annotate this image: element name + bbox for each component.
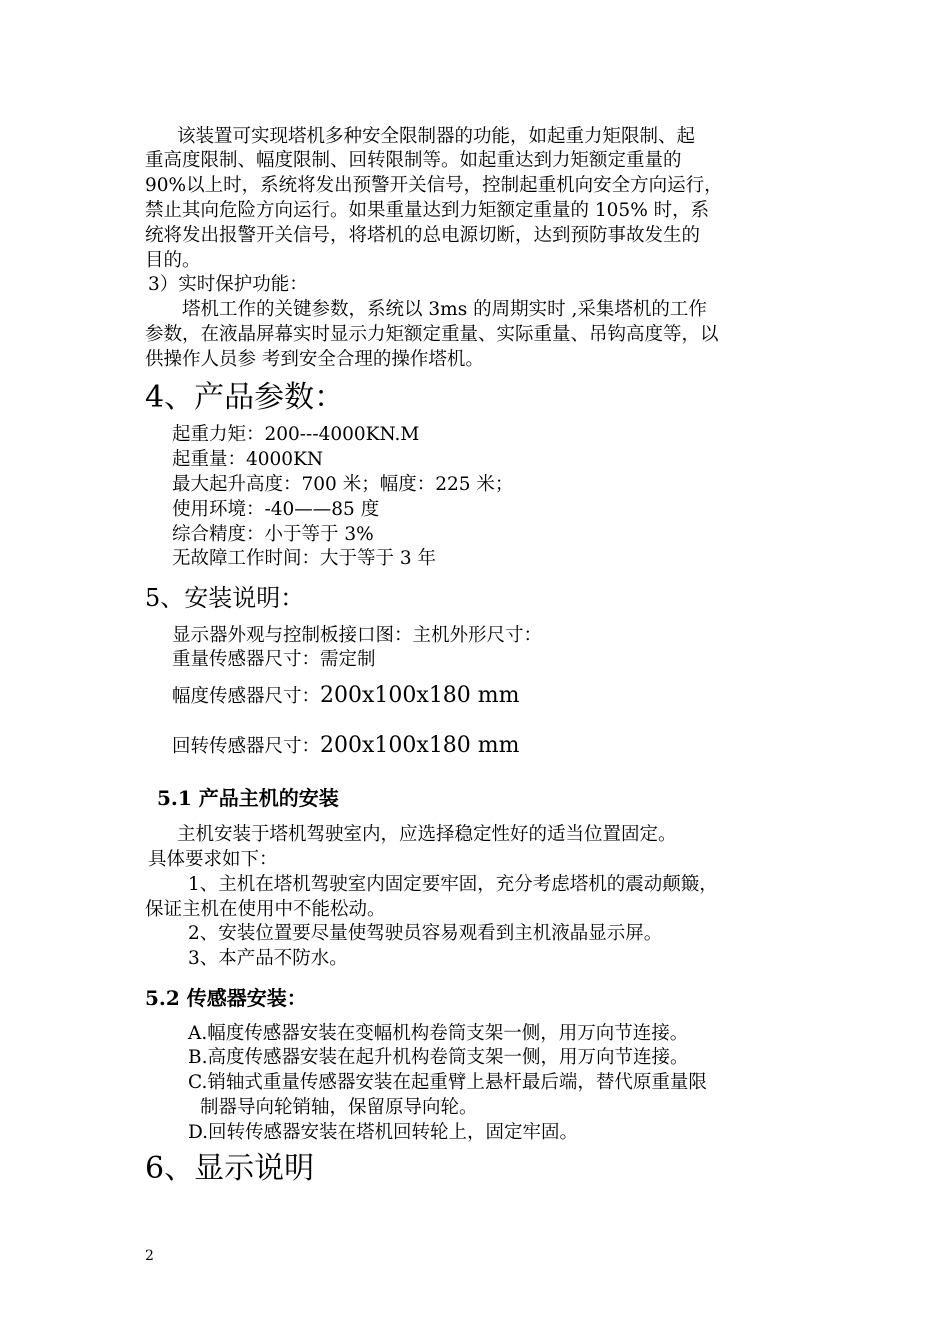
section-4-heading: 4、产品参数： <box>145 380 345 415</box>
param-lifting-weight: 起重量：4000KN <box>172 449 324 470</box>
section-6-heading: 6、显示说明 <box>145 1151 315 1186</box>
para51-line-4: 保证主机在使用中不能松动。 <box>145 899 386 920</box>
section-5-2-heading: 5.2 传感器安装： <box>145 986 307 1010</box>
section-5-heading: 5、安装说明： <box>145 584 305 612</box>
para51-line-5: 2、安装位置要尽量使驾驶员容易观看到主机液晶显示屏。 <box>188 923 663 944</box>
param-accuracy: 综合精度：小于等于 3% <box>172 524 374 545</box>
para1-line-2: 重高度限制、幅度限制、回转限制等。如起重达到力矩额定重量的 <box>145 150 682 171</box>
para51-line-2: 具体要求如下： <box>148 849 278 870</box>
para1-line-1: 该装置可实现塔机多种安全限制器的功能，如起重力矩限制、起 <box>177 126 696 147</box>
para51-line-3: 1、主机在塔机驾驶室内固定要牢固，充分考虑塔机的震动颠簸， <box>188 874 718 895</box>
amplitude-sensor-value: 200x100x180 mm <box>320 683 520 708</box>
para2-line-3: 供操作人员参 考到安全合理的操作塔机。 <box>145 349 484 370</box>
amplitude-sensor-label: 幅度传感器尺寸： <box>172 686 321 707</box>
para51-line-6: 3、本产品不防水。 <box>188 948 348 969</box>
install-amplitude-sensor <box>172 684 520 709</box>
para1-line-6: 目的。 <box>145 250 201 271</box>
para1-line-3: 90%以上时，系统将发出预警开关信号，控制起重机向安全方向运行， <box>145 175 723 196</box>
param-torque: 起重力矩：200---4000KN.M <box>172 424 420 445</box>
para52-item-c-line-1: C.销轴式重量传感器安装在起重臂上悬杆最后端，替代原重量限 <box>188 1072 707 1093</box>
install-rotation-sensor <box>172 734 520 759</box>
section-5-1-heading: 5.1 产品主机的安装 <box>157 786 339 810</box>
para1-line-5: 统将发出报警开关信号，将塔机的总电源切断，达到预防事故发生的 <box>145 225 701 246</box>
para2-line-1: 塔机工作的关键参数，系统以 3ms 的周期实时 ,采集塔机的工作 <box>182 299 707 320</box>
page-number: 2 <box>145 1248 154 1264</box>
item3-label: 3）实时保护功能： <box>148 274 308 295</box>
param-height-amplitude: 最大起升高度：700 米；幅度：225 米； <box>172 474 514 495</box>
rotation-sensor-value: 200x100x180 mm <box>320 733 520 758</box>
para1-line-4: 禁止其向危险方向运行。如果重量达到力矩额定重量的 105% 时，系 <box>145 200 710 221</box>
install-weight-sensor: 重量传感器尺寸：需定制 <box>172 649 376 670</box>
para52-item-b: B.高度传感器安装在起升机构卷筒支架一侧，用万向节连接。 <box>188 1047 689 1068</box>
para52-item-c-line-2: 制器导向轮销轴，保留原导向轮。 <box>200 1097 478 1118</box>
param-environment: 使用环境：-40——85 度 <box>172 499 380 520</box>
install-display-line: 显示器外观与控制板接口图：主机外形尺寸： <box>172 625 543 646</box>
para2-line-2: 参数，在液晶屏幕实时显示力矩额定重量、实际重量、吊钩高度等，以 <box>145 324 719 345</box>
rotation-sensor-label: 回转传感器尺寸： <box>172 736 321 757</box>
para52-item-d: D.回转传感器安装在塔机回转轮上，固定牢固。 <box>188 1122 579 1143</box>
para51-line-1: 主机安装于塔机驾驶室内，应选择稳定性好的适当位置固定。 <box>177 824 677 845</box>
para52-item-a: A.幅度传感器安装在变幅机构卷筒支架一侧，用万向节连接。 <box>188 1023 689 1044</box>
param-mtbf: 无故障工作时间：大于等于 3 年 <box>172 548 437 569</box>
